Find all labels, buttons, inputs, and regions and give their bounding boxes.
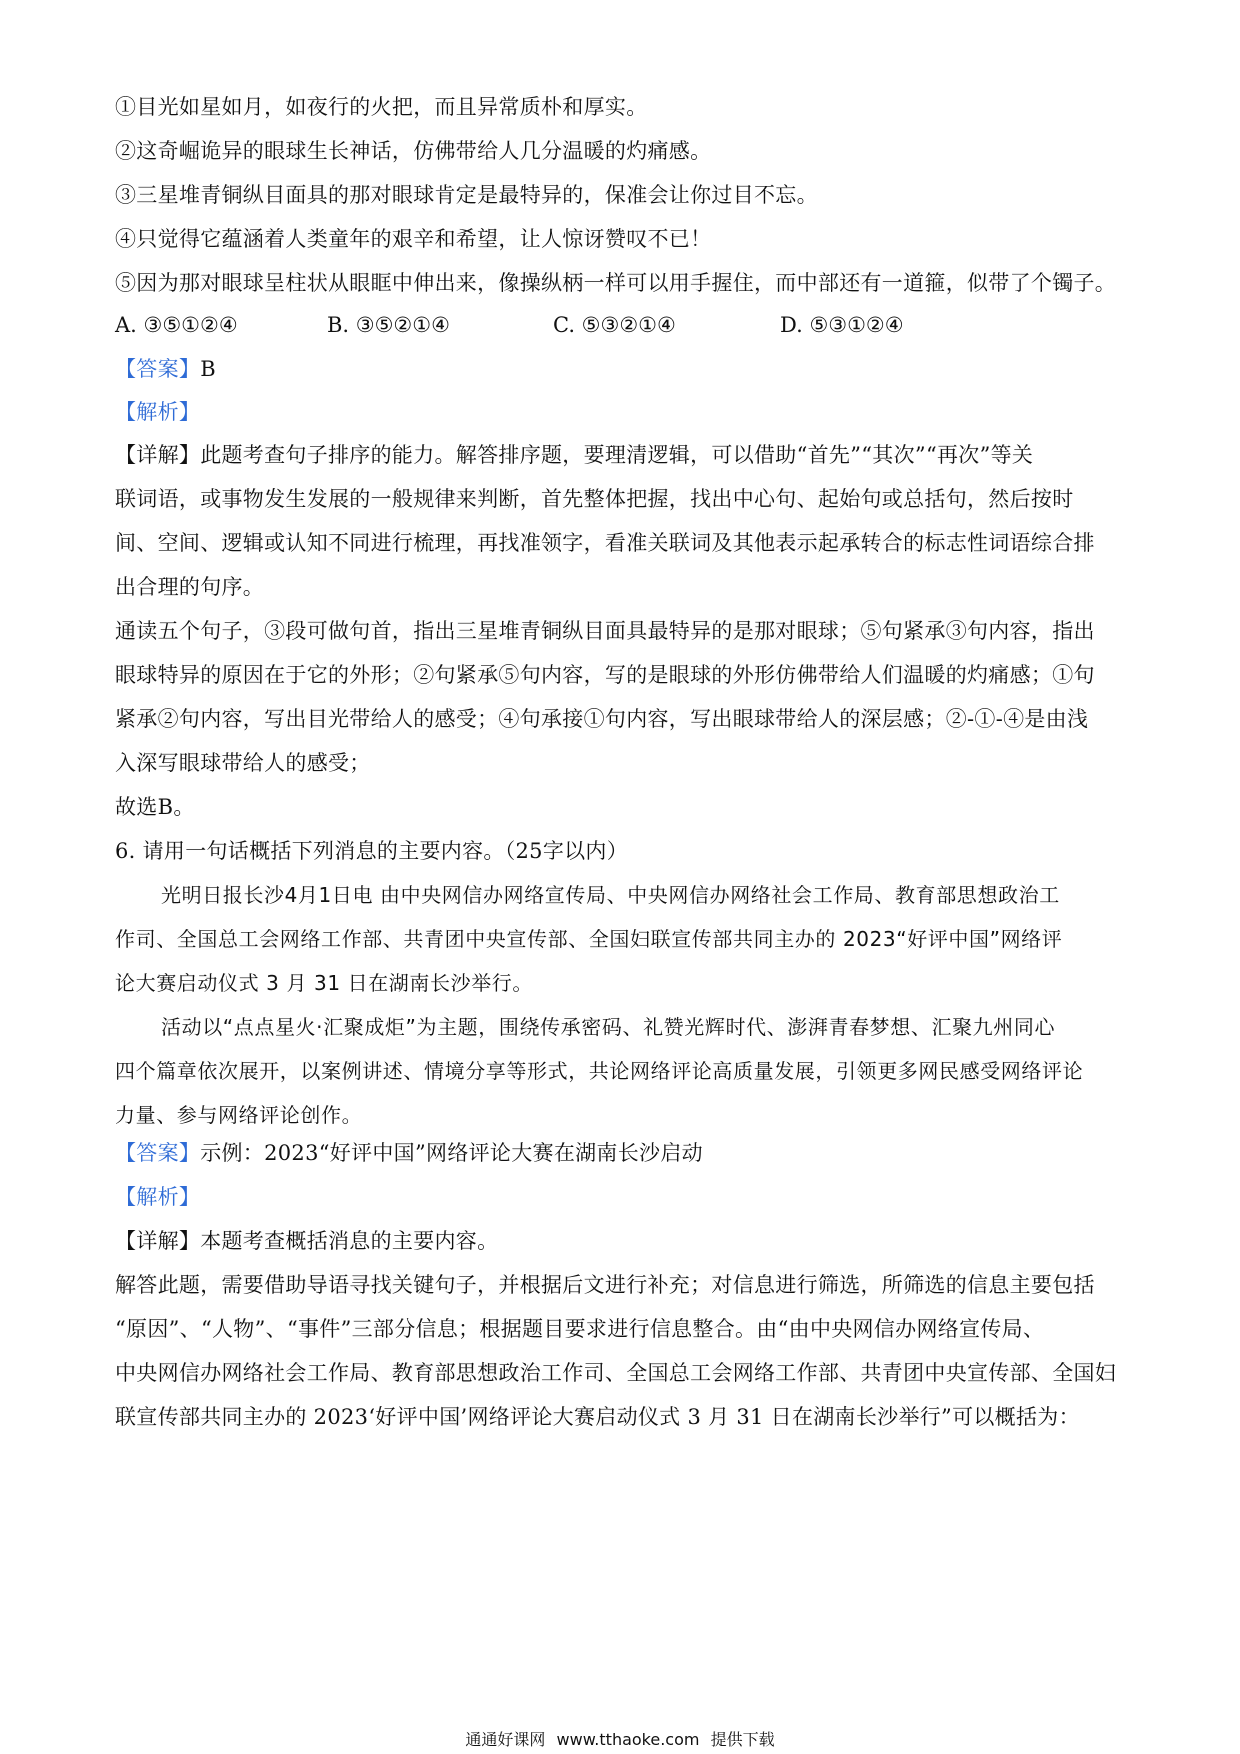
q5-detail-line-1 [115,440,1033,470]
q6-answer-tag: 【答案】 [115,1141,201,1165]
option-c: C. ⑤③②①④ [553,313,676,337]
q5-conclusion: 故选B。 [115,795,195,819]
q6-detail-tag: 【详解】 [115,1229,201,1253]
q6-explain-line-3: 中央网信办网络社会工作局、教育部思想政治工作司、全国总工会网络工作部、共青团中央宣传部、全国妇 [115,1361,1117,1385]
q5-answer: B [200,357,216,381]
q6-detail-line [115,1226,498,1256]
q6-analysis-line [115,1182,200,1212]
q5-explain-line-3: 紧承②句内容，写出目光带给人的感受；④句承接①句内容，写出眼球带给人的深层感；②-①-④是由浅 [115,707,1089,731]
q5-explain-line-1: 通读五个句子，③段可做句首，指出三星堆青铜纵目面具最特异的是那对眼球；⑤句紧承③句内容，指出 [115,619,1095,643]
footer-url[interactable]: www.tthaoke.com [556,1730,700,1749]
footer-suffix: 提供下载 [710,1730,775,1749]
q6-news-p2-line-1: 活动以“点点星火·汇聚成炬”为主题，围绕传承密码、礼赞光辉时代、澎湃青春梦想、汇聚九州同心 [161,1015,1056,1039]
q6-news-p1-line-2: 作司、全国总工会网络工作部、共青团中央宣传部、全国妇联宣传部共同主办的 2023“好评中国”网络评 [115,927,1063,951]
sentence-2: ②这奇崛诡异的眼球生长神话，仿佛带给人几分温暖的灼痛感。 [115,139,712,163]
q6-answer: 示例：2023“好评中国”网络评论大赛在湖南长沙启动 [200,1141,703,1165]
q5-detail-text-1: 此题考查句子排序的能力。解答排序题，要理清逻辑，可以借助“首先”“其次”“再次”等关 [200,443,1034,467]
q6-explain-line-2: “原因”、“人物”、“事件”三部分信息；根据题目要求进行信息整合。由“由中央网信办网络宣传局、 [115,1317,1045,1341]
q5-explain-line-4: 入深写眼球带给人的感受； [115,751,371,775]
q5-analysis-tag: 【解析】 [115,400,201,424]
q6-question: 6. 请用一句话概括下列消息的主要内容。（25字以内） [115,839,629,863]
q6-news-p2-line-2: 四个篇章依次展开，以案例讲述、情境分享等形式，共论网络评论高质量发展，引领更多网民感受网络评论 [115,1059,1084,1083]
q6-answer-line [115,1138,703,1168]
q6-detail-text: 本题考查概括消息的主要内容。 [200,1229,499,1253]
footer-site-name: 通通好课网 [465,1730,546,1749]
sentence-4: ④只觉得它蕴涵着人类童年的艰辛和希望，让人惊讶赞叹不已！ [115,227,712,251]
q6-explain-line-4: 联宣传部共同主办的 2023‘好评中国’网络评论大赛启动仪式 3 月 31 日在湖南长沙举行”可以概括为： [115,1405,1080,1429]
option-a: A. ③⑤①②④ [115,313,238,337]
q5-answer-line [115,354,216,384]
q5-detail-tag: 【详解】 [115,443,201,467]
sentence-1: ①目光如星如月，如夜行的火把，而且异常质朴和厚实。 [115,95,648,119]
sentence-5: ⑤因为那对眼球呈柱状从眼眶中伸出来，像操纵柄一样可以用手握住，而中部还有一道箍，似带了个镯子。 [115,271,1117,295]
q6-analysis-tag: 【解析】 [115,1185,201,1209]
q5-answer-tag: 【答案】 [115,357,201,381]
sentence-3: ③三星堆青铜纵目面具的那对眼球肯定是最特异的，保准会让你过目不忘。 [115,183,818,207]
q5-detail-line-3: 间、空间、逻辑或认知不同进行梳理，再找准领字，看准关联词及其他表示起承转合的标志性词语综合排 [115,531,1095,555]
q6-news-p1-line-1: 光明日报长沙4月1日电 由中央网信办网络宣传局、中央网信办网络社会工作局、教育部思想政治工 [161,883,1060,907]
option-d: D. ⑤③①②④ [780,313,904,337]
q5-detail-line-4: 出合理的句序。 [115,575,265,599]
option-b: B. ③⑤②①④ [327,313,450,337]
q5-detail-line-2: 联词语，或事物发生发展的一般规律来判断，首先整体把握，找出中心句、起始句或总括句，然后按时 [115,487,1074,511]
page-footer [0,1730,1240,1750]
q6-explain-line-1: 解答此题，需要借助导语寻找关键句子，并根据后文进行补充；对信息进行筛选，所筛选的信息主要包括 [115,1273,1095,1297]
q6-news-p1-line-3: 论大赛启动仪式 3 月 31 日在湖南长沙举行。 [115,971,534,995]
q5-analysis-line [115,397,200,427]
q5-explain-line-2: 眼球特异的原因在于它的外形；②句紧承⑤句内容，写的是眼球的外形仿佛带给人们温暖的灼痛感；①句 [115,663,1095,687]
q6-news-p2-line-3: 力量、参与网络评论创作。 [115,1103,363,1127]
